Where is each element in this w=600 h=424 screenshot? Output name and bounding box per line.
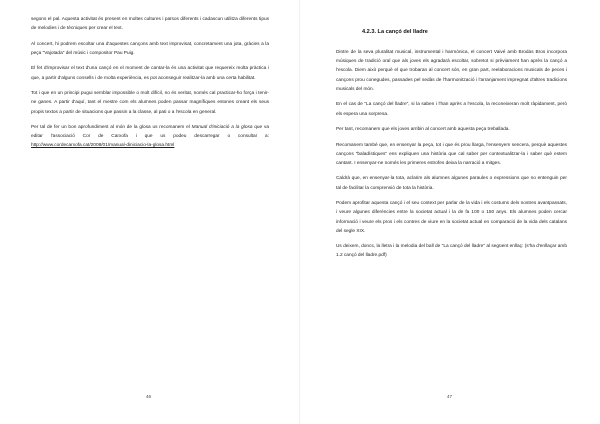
- left-paragraph-1: segons el pal. Aquesta activitat és present en moltes cultures i països diferents i cadascun utilitza diferents tipus de melodies i de tècniques per crear el text.: [31, 17, 269, 32]
- left-text-column: [31, 15, 269, 157]
- page-number-left: 46: [146, 394, 152, 399]
- glosa-intro-text: Per tal de fer un bon aprofundiment al món de la glosa us recomanem el: [31, 125, 192, 131]
- left-paragraph-2: Al concert, hi podrem escoltar una d'aquestes cançons amb text improvisat, concretament una jota, gràcies a la peça "Vajotada" del músic i compositor Pau Puig.: [31, 41, 269, 56]
- right-text-column: [336, 48, 567, 267]
- page-number-right: 47: [447, 394, 453, 399]
- manual-title: Manual d'iniciació a la glosa: [191, 125, 253, 131]
- left-paragraph-4: Tot i que en un principi pugui semblar impossible o molt difícil, no és veritat, només cal practicar-ho força i tenir-ne ganes. A partir d'aquí, tant el mestre com els alumnes poden passar magnífiques estones creant els seus propis textos a partir de situacions que passin a la classe, al pati o a l'escola en general.: [31, 91, 269, 115]
- section-heading: 4.2.3. La cançó del lladre: [362, 29, 428, 35]
- right-paragraph-3: Per tant, recomanem que els joves arribin al concert amb aquesta peça treballada.: [336, 127, 510, 133]
- glosa-middle-text: que va editar l'associació Cor de Carxofa i que us podeu descarregar o consultar a:: [31, 125, 269, 140]
- right-paragraph-5: Caldrà que, en ensenyar-la tota, aclarim als alumnes algunes paraules o expressions que no entenguin per tal de facilitar la comprensió de tota la història.: [336, 176, 567, 191]
- manual-glosa-link[interactable]: http://www.cordecarxofa.cat/2008/01/manual-diniciacio-la-glosa.html: [31, 143, 175, 149]
- left-paragraph-5: [31, 123, 269, 151]
- left-paragraph-3: El fet d'improvisar el text d'una cançó en el moment de cantar-la és una activitat que requereix molta pràctica i que, a partir d'alguns consells i de molta experiència, es pot aconseguir realitzar-la amb una certa habilitat.: [31, 66, 269, 81]
- right-paragraph-7: Us deixem, doncs, la lletra i la melodia del ball de "La cançó del lladre" al següent enllaç: (s'ha d'enllaçar amb 1.2 cançó del lladre.pdf): [336, 244, 567, 259]
- right-paragraph-1: Dintre de la seva pluralitat musical, instrumental i harmònica, el concert Vaivé amb Brodas Bros incorpora músiques de tradició oral que als joves els agradarà escoltar, sobretot si prèviament han après la cançó a l'escola. Diem això perquè el que trobaran al concert són, en gran part, reelaboracions musicals de peces i cançons prou conegudes, passades pel sedàs de l'harmonització i l'arranjament impregnat d'altres tradicions musicals del món.: [336, 50, 567, 92]
- right-page: [300, 0, 600, 424]
- right-paragraph-6: Podem aprofitar aquesta cançó i el seu context per parlar de la vida i els costums dels nostres avantpassats, i veure algunes diferències entre la societat actual i la de fa 100 o 150 anys. Els alumnes poden cercar informació i veure els pros i els contres de viure en la societat actual en comparació de la vida dels catalans del segle XIX.: [336, 201, 567, 234]
- right-paragraph-2: En el cas de "La cançó del lladre", si la saben i l'han après a l'escola, la reconeixeran molt ràpidament, però els espera una sorpresa.: [336, 102, 567, 117]
- right-paragraph-4: Recomanem també que, en ensenyar la peça, tot i que és prou llarga, l'ensenyem sencera, perquè aquestes cançons "baladístiques" ens expliquen una història que cal saber per contextualitzar-la i saber què estem cantant. I ensenyar-ne només les primeres estrofes deixa la narració a mitges.: [336, 142, 567, 166]
